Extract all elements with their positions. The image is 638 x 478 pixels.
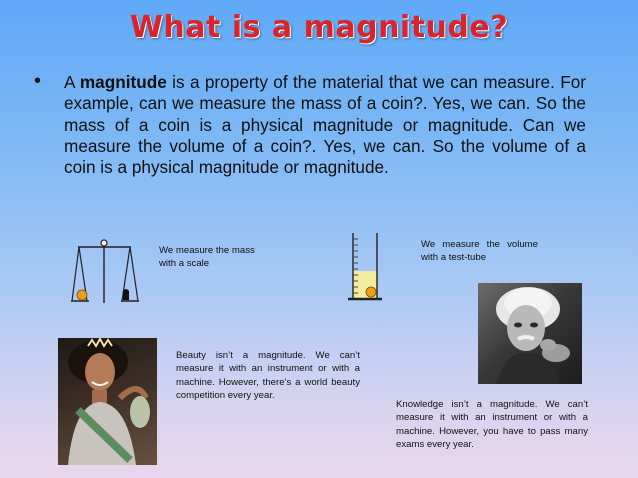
beauty-queen-photo — [58, 338, 157, 465]
test-tube-icon — [344, 231, 390, 303]
intro-text: is a property of the material that we can measure. For example, can we measure the mass of a coin?. Yes, we can. So the mass of a coin is a physical magnitude or magnitude. Can we measure the volume of a coin?. Yes, we can. So the volume of a coin is a physical magnitude or magnitude. — [64, 72, 586, 178]
intro-paragraph — [64, 72, 586, 178]
slide-title: What is a magnitude? — [129, 10, 509, 45]
scientist-portrait-photo — [478, 283, 582, 384]
balance-scale-icon — [70, 233, 140, 305]
scale-caption: We measure the mass with a scale — [159, 245, 255, 270]
test-tube-caption: We measure the volume with a test-tube — [421, 239, 538, 264]
intro-keyword: magnitude — [79, 72, 167, 92]
weight-shape — [123, 289, 129, 300]
beauty-caption: Beauty isn’t a magnitude. We can’t measure it with an instrument or with a machine. However, there’s a world beauty competition every year. — [176, 350, 360, 401]
knowledge-caption: Knowledge isn’t a magnitude. We can’t measure it with an instrument or with a machine. However, you have to pass many exams every year. — [396, 399, 588, 450]
coin-in-tube — [366, 287, 376, 297]
intro-prefix: A — [64, 72, 80, 92]
coin-shape — [77, 290, 87, 300]
bullet-marker: • — [34, 70, 42, 92]
